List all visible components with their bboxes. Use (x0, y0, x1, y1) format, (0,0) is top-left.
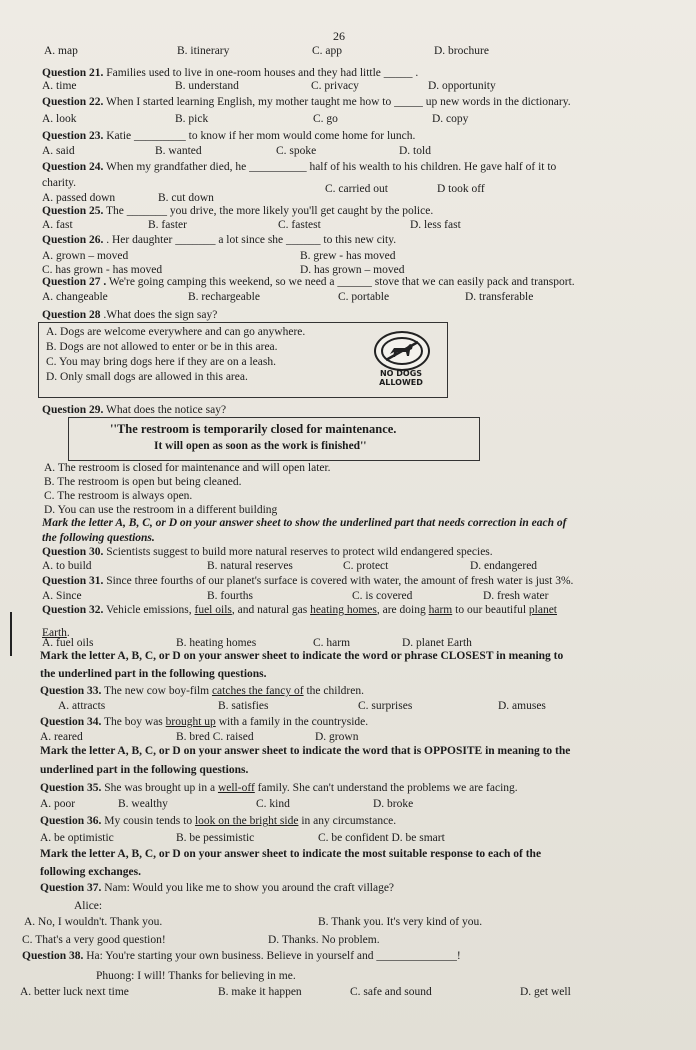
q32-part: harm (428, 604, 453, 616)
q30-opts-option: A. to build (42, 560, 92, 572)
q21-part: Families used to live in one-room houses and they had little _____ . (103, 67, 419, 79)
instr3b-part: underlined part in the following questions. (40, 764, 249, 776)
q37-part: Question 37. (40, 882, 102, 894)
q36-part: in any circumstance. (298, 815, 397, 827)
q37-opts1-option: A. No, I wouldn't. Thank you. (24, 916, 163, 928)
instr3-text (40, 745, 570, 758)
q28-b-part: B. Dogs are not allowed to enter or be in this area. (46, 341, 278, 353)
q20-opts-option: D. brochure (434, 45, 489, 57)
page-number: 26 (333, 29, 345, 43)
q26-opts-option: A. grown – moved (42, 250, 129, 262)
q32-part: Vehicle emissions, (103, 604, 195, 616)
q26-opts-option: B. grew - has moved (300, 250, 396, 262)
q26-part: . Her daughter _______ a lot since she ______ to this new city. (103, 234, 397, 246)
q37-part: Nam: Would you like me to show you around the craft village? (101, 882, 395, 894)
q32-part: fuel oils (194, 604, 232, 616)
q24-part: Question 24. (42, 161, 104, 173)
q27-opts-option: A. changeable (42, 291, 108, 303)
q34-part: Question 34. (40, 716, 102, 728)
instr1-text (42, 517, 566, 530)
q25-part: Question 25. (42, 205, 104, 217)
q26-opts2-option: C. has grown - has moved (42, 264, 163, 276)
q36-part: look on the bright side (194, 815, 299, 827)
q26-part: Question 26. (42, 234, 104, 246)
instr3b-text (40, 764, 248, 777)
q21-opts-option: A. time (42, 80, 77, 92)
q30-part: Question 30. (42, 546, 104, 558)
q31-opts-option: C. is covered (352, 590, 413, 602)
q38-text (22, 950, 461, 963)
q37-opts2-option: D. Thanks. No problem. (268, 934, 380, 946)
q32-opts-option: A. fuel oils (42, 637, 94, 649)
q35-text (40, 782, 518, 795)
q25-opts-option: B. faster (148, 219, 187, 231)
q29-part: Question 29. (42, 404, 104, 416)
q23-opts-option: B. wanted (155, 145, 202, 157)
q37-text (40, 882, 394, 895)
q33-part: the children. (303, 685, 364, 697)
q20-opts-option: B. itinerary (177, 45, 230, 57)
q37-opts2-option: C. That's a very good question! (22, 934, 166, 946)
q22-text (42, 96, 571, 109)
q38-opts-option: B. make it happen (218, 986, 302, 998)
q38-part: Ha: You're starting your own business. Believe in yourself and ______________! (83, 950, 461, 962)
q32-cont-part: . (66, 627, 70, 639)
instr4-part: Mark the letter A, B, C, or D on your answer sheet to indicate the most suitable response to each of the (40, 848, 542, 860)
q22-opts-option: A. look (42, 113, 77, 125)
q30-opts-option: C. protect (343, 560, 389, 572)
instr1b-text (42, 532, 155, 545)
q23-part: Katie _________ to know if her mom would come home for lunch. (103, 130, 416, 142)
q32-part: , are doing (376, 604, 429, 616)
q24-opts-option: D took off (437, 183, 485, 195)
q32-part: , and natural gas (231, 604, 311, 616)
q25-opts-option: A. fast (42, 219, 73, 231)
q30-opts-option: D. endangered (470, 560, 538, 572)
instr3-part: Mark the letter A, B, C, or D on your answer sheet to indicate the word that is OPPOSITE in meaning to the (40, 745, 571, 757)
q22-part: Question 22. (42, 96, 104, 108)
q27-opts-option: C. portable (338, 291, 390, 303)
q36-opts-option: B. be pessimistic (176, 832, 255, 844)
q38-part: Question 38. (22, 950, 84, 962)
q27-part: We're going camping this weekend, so we need a ______ stove that we can easily pack and transport. (106, 276, 575, 288)
q29-b-part: B. The restroom is open but being cleaned. (44, 476, 242, 488)
q36-part: Question 36. (40, 815, 102, 827)
q29-c-text (44, 490, 192, 503)
q31-opts-option: D. fresh water (483, 590, 549, 602)
q29-a-part: A. The restroom is closed for maintenance and will open later. (44, 462, 331, 474)
q28-d-part: D. Only small dogs are allowed in this area. (46, 371, 248, 383)
q34-opts-option: D. grown (315, 731, 359, 743)
q35-opts-option: C. kind (256, 798, 290, 810)
q36-opts-option: C. be confident D. be smart (318, 832, 445, 844)
q33-opts-option: A. attracts (58, 700, 106, 712)
q27-text (42, 276, 575, 289)
instr2b-part: the underlined part in the following questions. (40, 668, 267, 680)
q36-part: My cousin tends to (101, 815, 195, 827)
q32-text (42, 604, 557, 617)
notice-line2: It will open as soon as the work is finished'' (154, 440, 367, 452)
q36-opts-option: A. be optimistic (40, 832, 114, 844)
sign-label-line1: NO DOGS (379, 369, 423, 378)
q25-opts-option: C. fastest (278, 219, 321, 231)
q32-opts-option: D. planet Earth (402, 637, 472, 649)
margin-bracket (10, 612, 12, 656)
q38-opts-option: C. safe and sound (350, 986, 432, 998)
q35-part: family. She can't understand the problems we are facing. (254, 782, 518, 794)
q29-b-text (44, 476, 241, 489)
q32-part: Question 32. (42, 604, 104, 616)
q29-d-text (44, 504, 277, 517)
q28-text (42, 309, 217, 322)
q20-opts-option: C. app (312, 45, 343, 57)
q34-part: with a family in the countryside. (215, 716, 369, 728)
q35-opts-option: B. wealthy (118, 798, 168, 810)
q28-part: .What does the sign say? (100, 309, 218, 321)
instr4b-text (40, 866, 141, 879)
q34-part: The boy was (101, 716, 166, 728)
q24-opts2-option: A. passed down (42, 192, 116, 204)
no-dogs-sign (374, 331, 430, 371)
q28-part: Question 28 (42, 309, 101, 321)
q32-part: planet (528, 604, 558, 616)
q34-opts-option: A. reared (40, 731, 83, 743)
instr2b-text (40, 668, 267, 681)
q38-phuong-part: Phuong: I will! Thanks for believing in me. (96, 970, 296, 982)
q24-part: When my grandfather died, he __________ half of his wealth to his children. He gave half of it to (103, 161, 557, 173)
notice-line1: ''The restroom is temporarily closed for maintenance. (110, 422, 397, 436)
q33-opts-option: D. amuses (498, 700, 546, 712)
q22-opts-option: B. pick (175, 113, 209, 125)
q37-opts1-option: B. Thank you. It's very kind of you. (318, 916, 483, 928)
q21-opts-option: D. opportunity (428, 80, 496, 92)
q21-part: Question 21. (42, 67, 104, 79)
q22-opts-option: D. copy (432, 113, 469, 125)
q38-phuong-text (96, 970, 296, 983)
q23-text (42, 130, 415, 143)
q38-opts-option: A. better luck next time (20, 986, 129, 998)
q27-opts-option: B. rechargeable (188, 291, 260, 303)
q29-text (42, 404, 226, 417)
q23-opts-option: D. told (399, 145, 431, 157)
q29-part: What does the notice say? (103, 404, 227, 416)
q29-c-part: C. The restroom is always open. (44, 490, 193, 502)
instr4b-part: following exchanges. (40, 866, 141, 878)
q37-alice-text (74, 900, 102, 913)
no-dogs-sign-label (372, 369, 430, 387)
dog-icon (380, 336, 424, 366)
q22-part: When I started learning English, my mother taught me how to _____ up new words in the dictionary. (103, 96, 571, 108)
instr2-text (40, 650, 563, 663)
q31-part: Question 31. (42, 575, 104, 587)
q29-a-text (44, 462, 331, 475)
q30-text (42, 546, 493, 559)
q24-opts-option: C. carried out (325, 183, 388, 195)
q35-part: well-off (217, 782, 255, 794)
q33-part: catches the fancy of (211, 685, 304, 697)
q35-opts-option: A. poor (40, 798, 76, 810)
q24-text (42, 161, 556, 174)
q24-cont-text (42, 177, 76, 190)
q28-a-part: A. Dogs are welcome everywhere and can go anywhere. (46, 326, 306, 338)
q33-opts-option: B. satisfies (218, 700, 269, 712)
q30-opts-option: B. natural reserves (207, 560, 293, 572)
q27-opts-option: D. transferable (465, 291, 534, 303)
sign-label-line2: ALLOWED (379, 378, 423, 387)
q31-opts-option: A. Since (42, 590, 82, 602)
q38-opts-option: D. get well (520, 986, 571, 998)
q33-opts-option: C. surprises (358, 700, 413, 712)
q26-text (42, 234, 396, 247)
instr1-part: Mark the letter A, B, C, or D on your answer sheet to show the underlined part that needs correction in each of (42, 517, 567, 529)
q21-opts-option: C. privacy (311, 80, 359, 92)
q33-part: Question 33. (40, 685, 102, 697)
q32-part: to our beautiful (452, 604, 529, 616)
q35-opts-option: D. broke (373, 798, 414, 810)
q35-part: She was brought up in a (101, 782, 218, 794)
q25-text (42, 205, 433, 218)
q34-text (40, 716, 368, 729)
q25-part: The _______ you drive, the more likely you'll get caught by the police. (103, 205, 434, 217)
q25-opts-option: D. less fast (410, 219, 461, 231)
q34-opts-option: B. bred C. raised (176, 731, 254, 743)
q23-opts-option: A. said (42, 145, 75, 157)
q31-part: Since three fourths of our planet's surface is covered with water, the amount of fresh water is just 3%. (103, 575, 574, 587)
q29-d-part: D. You can use the restroom in a different building (44, 504, 278, 516)
q26-opts2-option: D. has grown – moved (300, 264, 405, 276)
q27-part: Question 27 . (42, 276, 107, 288)
instr4-text (40, 848, 541, 861)
q24-opts2-option: B. cut down (158, 192, 214, 204)
q32-part: heating homes (310, 604, 377, 616)
q34-part: brought up (165, 716, 216, 728)
q35-part: Question 35. (40, 782, 102, 794)
instr1b-part: the following questions. (42, 532, 155, 544)
q23-opts-option: C. spoke (276, 145, 317, 157)
q21-text (42, 67, 418, 80)
q36-text (40, 815, 396, 828)
q24-cont-part: charity. (42, 177, 77, 189)
q30-part: Scientists suggest to build more natural reserves to protect wild endangered species. (103, 546, 493, 558)
q28-c-part: C. You may bring dogs here if they are on a leash. (46, 356, 276, 368)
q33-text (40, 685, 364, 698)
q20-opts-option: A. map (44, 45, 78, 57)
q37-alice-part: Alice: (74, 900, 103, 912)
q32-opts-option: B. heating homes (176, 637, 257, 649)
q31-text (42, 575, 573, 588)
q21-opts-option: B. understand (175, 80, 239, 92)
q33-part: The new cow boy-film (101, 685, 212, 697)
q23-part: Question 23. (42, 130, 104, 142)
q32-cont-part: Earth (42, 627, 67, 639)
q32-opts-option: C. harm (313, 637, 351, 649)
instr2-part: Mark the letter A, B, C, or D on your answer sheet to indicate the word or phrase CLOSEST in meaning to (40, 650, 564, 662)
q22-opts-option: C. go (313, 113, 338, 125)
q31-opts-option: B. fourths (207, 590, 253, 602)
